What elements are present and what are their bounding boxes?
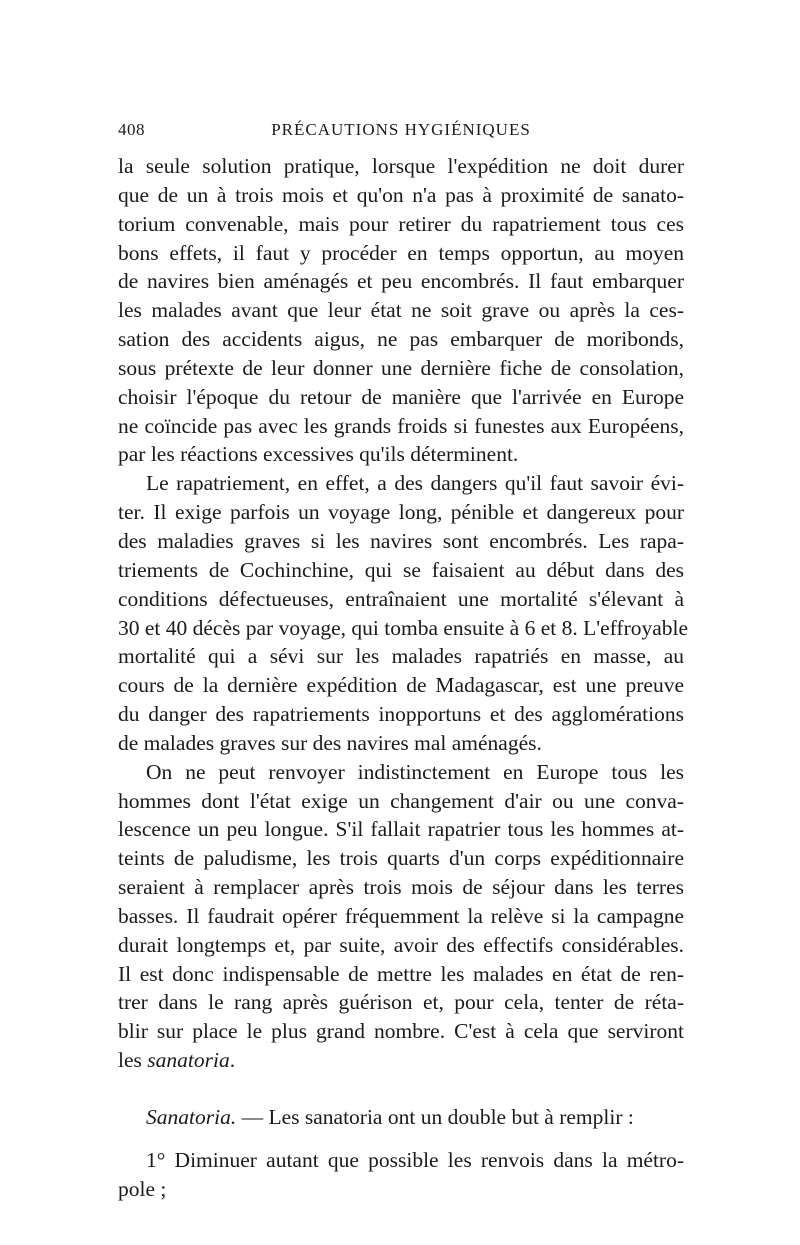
text-line: durait longtemps et, par suite, avoir des effectifs considérables. (118, 932, 684, 957)
section-text: Les sanatoria ont un double but à remplir : (268, 1105, 634, 1129)
section-dash: — (236, 1105, 269, 1129)
text-line: cours de la dernière expédition de Madagascar, est une preuve (118, 673, 684, 698)
running-title: PRÉCAUTIONS HYGIÉNIQUES (271, 120, 531, 139)
text-line: que de un à trois mois et qu'on n'a pas à proximité de sanato- (118, 182, 684, 207)
section-title: Sanatoria. (146, 1105, 237, 1129)
text-line: la seule solution pratique, lorsque l'expédition ne doit durer (118, 154, 684, 178)
page-header (118, 112, 684, 152)
list-item-continuation: pole ; (118, 1176, 167, 1201)
text-line: de navires bien aménagés et peu encombrés. Il faut embarquer (118, 269, 684, 294)
text-line: ne coïncide pas avec les grands froids si funestes aux Européens, (118, 413, 684, 438)
text-line: 30 et 40 décès par voyage, qui tomba ensuite à 6 et 8. L'effroyable (118, 615, 689, 640)
closing-italic-term: sanatoria (147, 1048, 230, 1073)
list-spacer (118, 1132, 684, 1146)
text-line: des maladies graves si les navires sont encombrés. Les rapa- (118, 528, 684, 553)
text-line: hommes dont l'état exige un changement d'air ou une conva- (118, 788, 684, 813)
text-line: Il est donc indispensable de mettre les malades en état de ren- (118, 961, 684, 986)
closing-line (118, 1046, 684, 1075)
text-line: de malades graves sur des navires mal aménagés. (118, 730, 542, 755)
text-line: bons effets, il faut y procéder en temps opportun, au moyen (118, 240, 684, 265)
section-spacer (118, 1075, 684, 1103)
list-item (118, 1146, 684, 1204)
text-line: conditions défectueuses, entraînaient une mortalité s'élevant à (118, 586, 684, 611)
text-line: seraient à remplacer après trois mois de séjour dans les terres (118, 875, 684, 900)
paragraph-1 (118, 152, 684, 469)
text-line: torium convenable, mais pour retirer du rapatriement tous ces (118, 211, 684, 236)
body-text (118, 152, 689, 1204)
book-page (118, 112, 689, 1204)
text-line: blir sur place le plus grand nombre. C'est à cela que serviront (118, 1019, 684, 1044)
text-line: sation des accidents aigus, ne pas embarquer de moribonds, (118, 327, 684, 352)
text-line: basses. Il faudrait opérer fréquemment la relève si la campagne (118, 903, 684, 928)
text-line: ter. Il exige parfois un voyage long, pénible et dangereux pour (118, 500, 684, 525)
list-text: Diminuer autant que possible les renvois dans la métro- (165, 1147, 684, 1172)
paragraph-3 (118, 758, 684, 1075)
text-line: les malades avant que leur état ne soit grave ou après la ces- (118, 298, 684, 323)
text-line: choisir l'époque du retour de manière que l'arrivée en Europe (118, 384, 684, 409)
text-line: trer dans le rang après guérison et, pour cela, tenter de réta- (118, 990, 684, 1015)
text-line: mortalité qui a sévi sur les malades rapatriés en masse, au (118, 644, 684, 669)
text-line: teints de paludisme, les trois quarts d'un corps expéditionnaire (118, 846, 684, 871)
closing-suffix: . (229, 1048, 236, 1073)
list-item-line (118, 1146, 684, 1175)
closing-prefix: les (118, 1048, 148, 1073)
text-line: On ne peut renvoyer indistinctement en Europe tous les (146, 759, 684, 784)
text-line: par les réactions excessives qu'ils déterminent. (118, 442, 519, 467)
section-heading (118, 1103, 684, 1132)
paragraph-2 (118, 469, 689, 757)
text-line: triements de Cochinchine, qui se faisaient au début dans des (118, 557, 684, 582)
text-line: lescence un peu longue. S'il fallait rapatrier tous les hommes at- (118, 817, 684, 842)
text-line: sous prétexte de leur donner une dernière fiche de consolation, (118, 355, 684, 380)
page-number: 408 (118, 120, 145, 139)
text-line: Le rapatriement, en effet, a des dangers qu'il faut savoir évi- (146, 471, 684, 496)
text-line: du danger des rapatriements inopportuns et des agglomérations (118, 702, 684, 727)
section-line (118, 1103, 684, 1132)
list-number: 1° (146, 1147, 166, 1172)
